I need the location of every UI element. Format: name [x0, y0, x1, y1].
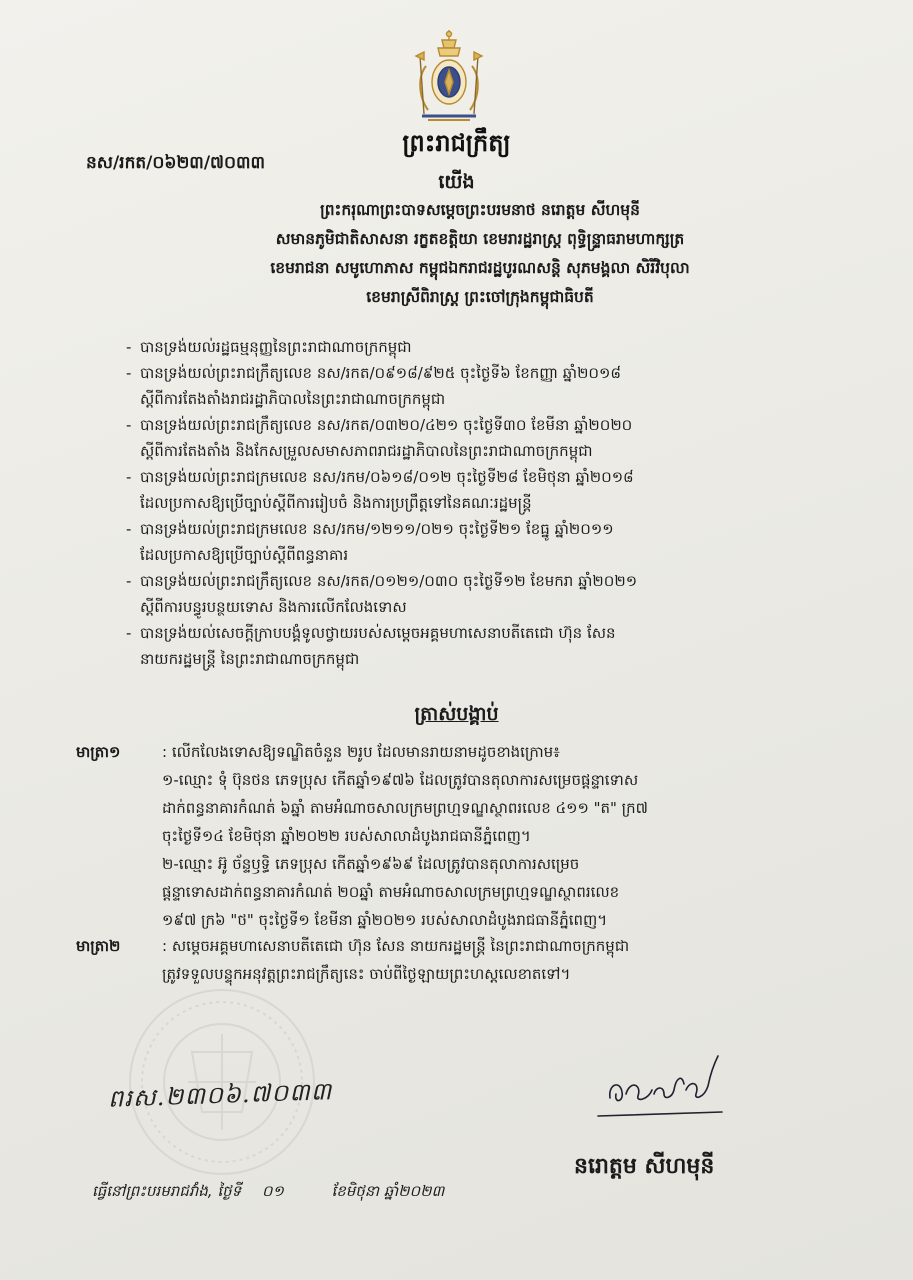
visa-text: បានទ្រង់យល់ព្រះរាជក្រឹត្យលេខ នស/រកត/០១២១/០៣០ ចុះថ្ងៃទី១២ ខែមករា ឆ្នាំ២០២១ — [140, 572, 638, 590]
given-at-day: ០១ — [261, 1182, 284, 1200]
visa-text-cont: ស្តីពីការតែងតាំងរាជរដ្ឋាភិបាលនៃព្រះរាជាណាចក្រកម្ពុជា — [140, 390, 446, 408]
royal-title-line: សមានភូមិជាតិសាសនា រក្ខតខត្តិយា ខេមរារដ្ឋរាស្ត្រ ពុទ្ធិន្ទ្រាធរាមហាក្សត្រ — [275, 230, 685, 248]
king-signature-icon — [590, 1050, 730, 1120]
visa-text-cont: ដែលប្រកាសឱ្យប្រើច្បាប់ស្តីពីពន្ធនាគារ — [140, 546, 349, 564]
visa-text-cont: ដែលប្រកាសឱ្យប្រើច្បាប់ស្តីពីការរៀបចំ និងការប្រព្រឹត្តទៅនៃគណៈរដ្ឋមន្ត្រី — [140, 494, 532, 512]
visa-text: បានទ្រង់យល់សេចក្តីក្រាបបង្គំទូលថ្វាយរបស់សម្តេចអគ្គមហាសេនាបតីតេជោ ហ៊ុន សែន — [140, 624, 616, 642]
visa-text-cont: ស្តីពីការតែងតាំង និងកែសម្រួលសមាសភាពរាជរដ្ឋាភិបាលនៃព្រះរាជាណាចក្រកម្ពុជា — [140, 442, 593, 460]
visa-item: - បានទ្រង់យល់ព្រះរាជក្រមលេខ នស/រកម/០៦១៨/០១២ ចុះថ្ងៃទី២៨ ខែមិថុនា ឆ្នាំ២០១៨ ដែលប្រកាសឱ្យប្រើច្បាប់ស្តីពីការរៀបចំ និងការប្រព្រឹត្តទៅនៃគណៈរដ្ឋមន្ត្រី — [126, 464, 746, 516]
given-at-month-year: ខែមិថុនា ឆ្នាំ២០២៣ — [331, 1182, 445, 1200]
visa-text: បានទ្រង់យល់ព្រះរាជក្រមលេខ នស/រកម/០៦១៨/០១២ ចុះថ្ងៃទី២៨ ខែមិថុនា ឆ្នាំ២០១៨ — [140, 468, 634, 486]
article-line: : សម្តេចអគ្គមហាសេនាបតីតេជោ ហ៊ុន សែន នាយករដ្ឋមន្ត្រី នៃព្រះរាជាណាចក្រកម្ពុជា — [162, 937, 630, 955]
given-at-line — [92, 1182, 444, 1204]
decree-title: ព្រះរាជក្រឹត្យ — [402, 129, 511, 157]
reference-number: នស/រកត/០៦២៣/៧០៣៣ — [86, 153, 266, 173]
visa-text-cont: ស្តីពីការបន្ធូរបន្ថយទោស និងការលើកលែងទោស — [140, 598, 407, 616]
visa-item: - បានទ្រង់យល់សេចក្តីក្រាបបង្គំទូលថ្វាយរបស់សម្តេចអគ្គមហាសេនាបតីតេជោ ហ៊ុន សែន នាយករដ្ឋមន្ត្រី នៃព្រះរាជាណាចក្រកម្ពុជា — [126, 620, 746, 672]
article-line: ចុះថ្ងៃទី១៤ ខែមិថុនា ឆ្នាំ២០២២ របស់សាលាដំបូងរាជធានីភ្នំពេញ។ — [162, 827, 531, 845]
royal-coat-of-arms-icon — [404, 26, 494, 128]
handwritten-date: ពរស.២៣០៦.៧០៣៣ — [107, 1077, 333, 1113]
visa-text: បានទ្រង់យល់ព្រះរាជក្រមលេខ នស/រកម/១២១១/០២១ ចុះថ្ងៃទី២១ ខែធ្នូ ឆ្នាំ២០១១ — [140, 520, 614, 538]
visa-item: - បានទ្រង់យល់រដ្ឋធម្មនុញ្ញនៃព្រះរាជាណាចក្រកម្ពុជា — [126, 338, 412, 356]
article-line: ត្រូវទទួលបន្ទុកអនុវត្តព្រះរាជក្រឹត្យនេះ ចាប់ពីថ្ងៃឡាយព្រះហស្តលេខាតទៅ។ — [162, 965, 571, 983]
article-line: ១-ឈ្មោះ ទុំ ប៊ុនថន ភេទប្រុស កើតឆ្នាំ១៩៧៦ ដែលត្រូវបានតុលាការសម្រេចផ្តន្ទាទោស — [162, 771, 639, 789]
visa-item: - បានទ្រង់យល់ព្រះរាជក្រឹត្យលេខ នស/រកត/០៩១៨/៩២៥ ចុះថ្ងៃទី៦ ខែកញ្ញា ឆ្នាំ២០១៨ ស្តីពីការតែងតាំងរាជរដ្ឋាភិបាលនៃព្រះរាជាណាចក្រកម្ពុជា — [126, 360, 746, 412]
royal-title-line: ខេមរាស្រីពិរាស្ត្រ ព្រះចៅក្រុងកម្ពុជាធិបតី — [366, 288, 594, 306]
visa-text: បានទ្រង់យល់រដ្ឋធម្មនុញ្ញនៃព្រះរាជាណាចក្រកម្ពុជា — [140, 338, 412, 356]
visa-item: - បានទ្រង់យល់ព្រះរាជក្រមលេខ នស/រកម/១២១១/០២១ ចុះថ្ងៃទី២១ ខែធ្នូ ឆ្នាំ២០១១ ដែលប្រកាសឱ្យប្រើច្បាប់ស្តីពីពន្ធនាគារ — [126, 516, 746, 568]
article-label: មាត្រា២ — [76, 937, 121, 955]
article-line: ផ្តន្ទាទោសដាក់ពន្ធនាគារកំណត់ ២០ឆ្នាំ តាមអំណាចសាលក្រមព្រហ្មទណ្ឌស្ថាពរលេខ — [162, 883, 620, 901]
royal-title-line: ខេមរាជនា សមូហោភាស កម្ពុជឯករាជរដ្ឋបូរណសន្តិ សុភមង្គលា សិរីវិបុលា — [270, 259, 690, 277]
visa-text-cont: នាយករដ្ឋមន្ត្រី នៃព្រះរាជាណាចក្រកម្ពុជា — [140, 650, 360, 668]
article-line: ដាក់ពន្ធនាគារកំណត់ ៦ឆ្នាំ តាមអំណាចសាលក្រមព្រហ្មទណ្ឌស្ថាពរលេខ ៤១១ "ត" ក្រ៧ — [162, 799, 648, 817]
visas-list — [126, 334, 746, 672]
decree-order-heading: ត្រាស់បង្គាប់ — [414, 703, 499, 725]
article-label: មាត្រា១ — [76, 743, 121, 761]
signatory-name: នរោត្តម សីហមុនី — [574, 1154, 715, 1179]
visa-item: - បានទ្រង់យល់ព្រះរាជក្រឹត្យលេខ នស/រកត/០៣២០/៤២១ ចុះថ្ងៃទី៣០ ខែមីនា ឆ្នាំ២០២០ ស្តីពីការតែងតាំង និងកែសម្រួលសមាសភាពរាជរដ្ឋាភិបាលនៃព្រះរាជាណាចក្រកម្ពុជា — [126, 412, 746, 464]
given-at-place: ធ្វើនៅព្រះបរមរាជវាំង, ថ្ងៃទី — [92, 1182, 242, 1200]
article-1 — [76, 738, 756, 934]
article-line: ២-ឈ្មោះ អ៊ូ ច័ន្ទឫទ្ធិ ភេទប្រុស កើតឆ្នាំ១៩៦៩ ដែលត្រូវបានតុលាការសម្រេច — [162, 855, 580, 873]
visa-item: - បានទ្រង់យល់ព្រះរាជក្រឹត្យលេខ នស/រកត/០១២១/០៣០ ចុះថ្ងៃទី១២ ខែមករា ឆ្នាំ២០២១ ស្តីពីការបន្ធូរបន្ថយទោស និងការលើកលែងទោស — [126, 568, 746, 620]
article-line: ១៩៧ ក្រ៦ "ថ" ចុះថ្ងៃទី១ ខែមីនា ឆ្នាំ២០២១ របស់សាលាដំបូងរាជធានីភ្នំពេញ។ — [162, 911, 608, 929]
article-2 — [76, 932, 756, 988]
royal-title-line: ព្រះករុណាព្រះបាទសម្តេចព្រះបរមនាថ នរោត្តម សីហមុនី — [320, 201, 640, 219]
visa-text: បានទ្រង់យល់ព្រះរាជក្រឹត្យលេខ នស/រកត/០៩១៨/៩២៥ ចុះថ្ងៃទី៦ ខែកញ្ញា ឆ្នាំ២០១៨ — [140, 364, 622, 382]
we-heading: យើង — [438, 171, 475, 193]
visa-text: បានទ្រង់យល់ព្រះរាជក្រឹត្យលេខ នស/រកត/០៣២០/៤២១ ចុះថ្ងៃទី៣០ ខែមីនា ឆ្នាំ២០២០ — [140, 416, 633, 434]
article-line: : លើកលែងទោសឱ្យទណ្ឌិតចំនួន ២រូប ដែលមានរាយនាមដូចខាងក្រោម៖ — [162, 743, 560, 761]
royal-title-block — [200, 196, 760, 312]
